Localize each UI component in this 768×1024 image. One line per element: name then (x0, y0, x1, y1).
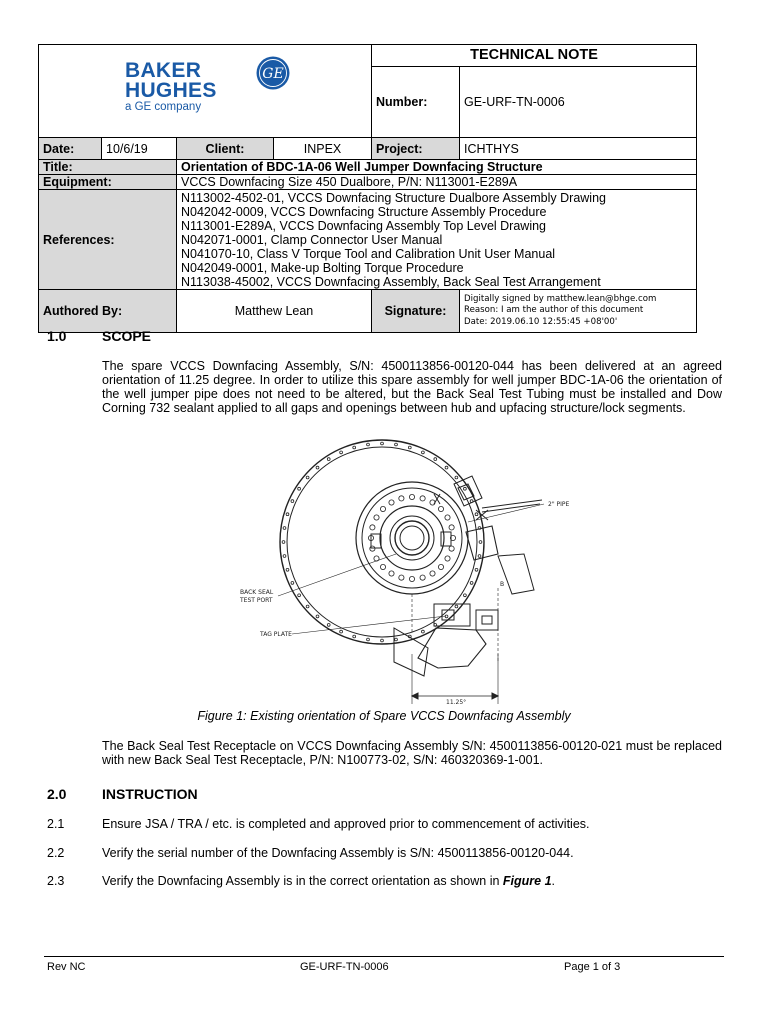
bolt-hole (464, 594, 467, 597)
bolt-hole (316, 466, 319, 469)
step-text: Verify the Downfacing Assembly is in the correct orientation as shown in Figure 1. (102, 874, 556, 888)
bolt-hole (286, 513, 289, 516)
reference-item: N041070-10, Class V Torque Tool and Calibration Unit User Manual (181, 246, 556, 261)
downfacing-assembly-drawing (236, 438, 606, 706)
bolt-hole (399, 575, 404, 580)
tag-plate-label: TAG PLATE (260, 631, 292, 638)
digital-signature: Digitally signed by matthew.lean@bhge.com Reason: I am the author of this document Date: 2019.06.10 12:55:45 +08'00' (460, 290, 697, 333)
bolt-hole (367, 638, 370, 641)
bolt-hole (291, 500, 294, 503)
step-number: 2.3 (47, 874, 65, 888)
bolt-hole (445, 466, 448, 469)
bolt-hole (434, 458, 437, 461)
references-label: References: (39, 190, 177, 290)
bolt-hole (353, 446, 356, 449)
bolt-hole (340, 630, 343, 633)
bolt-hole (381, 639, 384, 642)
reference-item: N113002-4502-01, VCCS Downfacing Structure Dualbore Assembly Drawing (181, 190, 606, 205)
test-port-label: TEST PORT (240, 597, 273, 604)
authored-label: Authored By: (39, 290, 177, 333)
bolt-hole (420, 496, 425, 501)
number-label: Number: (372, 66, 460, 137)
date-value: 10/6/19 (102, 138, 177, 160)
bolt-hole (430, 571, 435, 576)
bolt-hole (422, 451, 425, 454)
pipe-label: 2" PIPE (548, 501, 570, 508)
bolt-hole (420, 575, 425, 580)
authored-value: Matthew Lean (177, 290, 372, 333)
section-heading: SCOPE (102, 328, 152, 344)
bolt-hole (306, 476, 309, 479)
footer-rule (44, 956, 724, 957)
bolt-hole (409, 494, 414, 499)
step-number: 2.2 (47, 846, 65, 860)
step-text: Ensure JSA / TRA / etc. is completed and approved prior to commencement of activities. (102, 817, 590, 831)
bolt-hole (464, 487, 467, 490)
bolt-hole (389, 571, 394, 576)
number-value: GE-URF-TN-0006 (460, 66, 697, 137)
step-number: 2.1 (47, 817, 65, 831)
bolt-hole (283, 555, 286, 558)
reference-item: N113038-45002, VCCS Downfacing Assembly, Back Seal Test Arrangement (181, 274, 601, 289)
bolt-hole (455, 605, 458, 608)
bolt-hole (422, 630, 425, 633)
bolt-hole (327, 624, 330, 627)
section-number: 2.0 (47, 786, 67, 802)
angle-label: 11.25° (446, 699, 467, 706)
references-list (177, 190, 697, 290)
bolt-hole (291, 582, 294, 585)
b-label: B (500, 581, 505, 588)
client-value: INPEX (274, 138, 372, 160)
logo-cell (39, 45, 372, 138)
project-value: ICHTHYS (460, 138, 697, 160)
step-text: Verify the serial number of the Downfacing Assembly is S/N: 4500113856-00120-044. (102, 846, 574, 860)
project-label: Project: (372, 138, 460, 160)
bolt-hole (445, 615, 448, 618)
back-seal-label: BACK SEAL (240, 589, 274, 596)
bolt-hole (455, 476, 458, 479)
replacement-paragraph: The Back Seal Test Receptacle on VCCS Downfacing Assembly S/N: 4500113856-00120-021 must be replaced with new Back Seal Test Receptacle, P/N: N100773-02, S/N: 460320369-1-001. (102, 739, 722, 767)
bolt-hole (399, 496, 404, 501)
title-value: Orientation of BDC-1A-06 Well Jumper Downfacing Structure (177, 160, 697, 175)
bolt-hole (438, 564, 443, 569)
bolt-hole (367, 443, 370, 446)
equipment-value: VCCS Downfacing Size 450 Dualbore, P/N: N113001-E289A (177, 175, 697, 190)
bolt-hole (409, 576, 414, 581)
signature-label: Signature: (372, 290, 460, 333)
bolt-hole (475, 513, 478, 516)
bolt-hole (449, 525, 454, 530)
bolt-hole (445, 556, 450, 561)
bolt-hole (395, 638, 398, 641)
scope-paragraph: The spare VCCS Downfacing Assembly, S/N: 4500113856-00120-044 has been delivered at an agreed orientation of 11.25 degree. In order to utilize this spare assembly for well jumper BDC-1A-06 the orientation of the well jumper pipe does not need to be altered, but the Back Seal Test Tubing must be installed and Dow Corning 732 sealant applied to all gaps and openings between hub and upfacing structure/lock segments. (102, 359, 722, 415)
section-number: 1.0 (47, 328, 67, 344)
bolt-hole (479, 541, 482, 544)
bolt-hole (286, 568, 289, 571)
bolt-hole (381, 442, 384, 445)
footer-page-number: Page 1 of 3 (564, 961, 621, 973)
bolt-hole (389, 500, 394, 505)
footer-revision: Rev NC (47, 961, 86, 973)
company-logo: BAKER HUGHES a GE company (125, 59, 217, 113)
bolt-hole (438, 506, 443, 511)
reference-item: N042049-0001, Make-up Bolting Torque Procedure (181, 260, 464, 275)
client-label: Client: (177, 138, 274, 160)
bolt-hole (327, 458, 330, 461)
date-label: Date: (39, 138, 102, 160)
reference-item: N042071-0001, Clamp Connector User Manual (181, 232, 443, 247)
bolt-hole (282, 541, 285, 544)
figure-reference: Figure 1 (502, 874, 552, 888)
bolt-hole (470, 582, 473, 585)
bolt-hole (298, 594, 301, 597)
reference-item: N042042-0009, VCCS Downfacing Structure Assembly Procedure (181, 204, 547, 219)
footer-doc-number: GE-URF-TN-0006 (300, 961, 389, 973)
bolt-hole (298, 487, 301, 490)
document-type: TECHNICAL NOTE (372, 45, 697, 67)
section-heading: INSTRUCTION (102, 786, 198, 802)
figure-caption: Figure 1: Existing orientation of Spare VCCS Downfacing Assembly (197, 709, 571, 723)
title-label: Title: (39, 160, 177, 175)
bolt-hole (475, 568, 478, 571)
bolt-hole (445, 515, 450, 520)
bolt-hole (306, 605, 309, 608)
bolt-hole (478, 555, 481, 558)
svg-text:GE: GE (262, 66, 284, 82)
bolt-hole (395, 443, 398, 446)
bolt-hole (380, 564, 385, 569)
equipment-label: Equipment: (39, 175, 177, 190)
bolt-hole (353, 635, 356, 638)
bolt-hole (449, 546, 454, 551)
bolt-hole (340, 451, 343, 454)
bolt-hole (408, 446, 411, 449)
bolt-hole (380, 506, 385, 511)
reference-item: N113001-E289A, VCCS Downfacing Assembly Top Level Drawing (181, 218, 547, 233)
bolt-hole (316, 615, 319, 618)
bolt-hole (283, 527, 286, 530)
header-table (38, 44, 697, 333)
ge-monogram-icon (255, 55, 291, 91)
bolt-hole (370, 525, 375, 530)
bolt-hole (374, 515, 379, 520)
